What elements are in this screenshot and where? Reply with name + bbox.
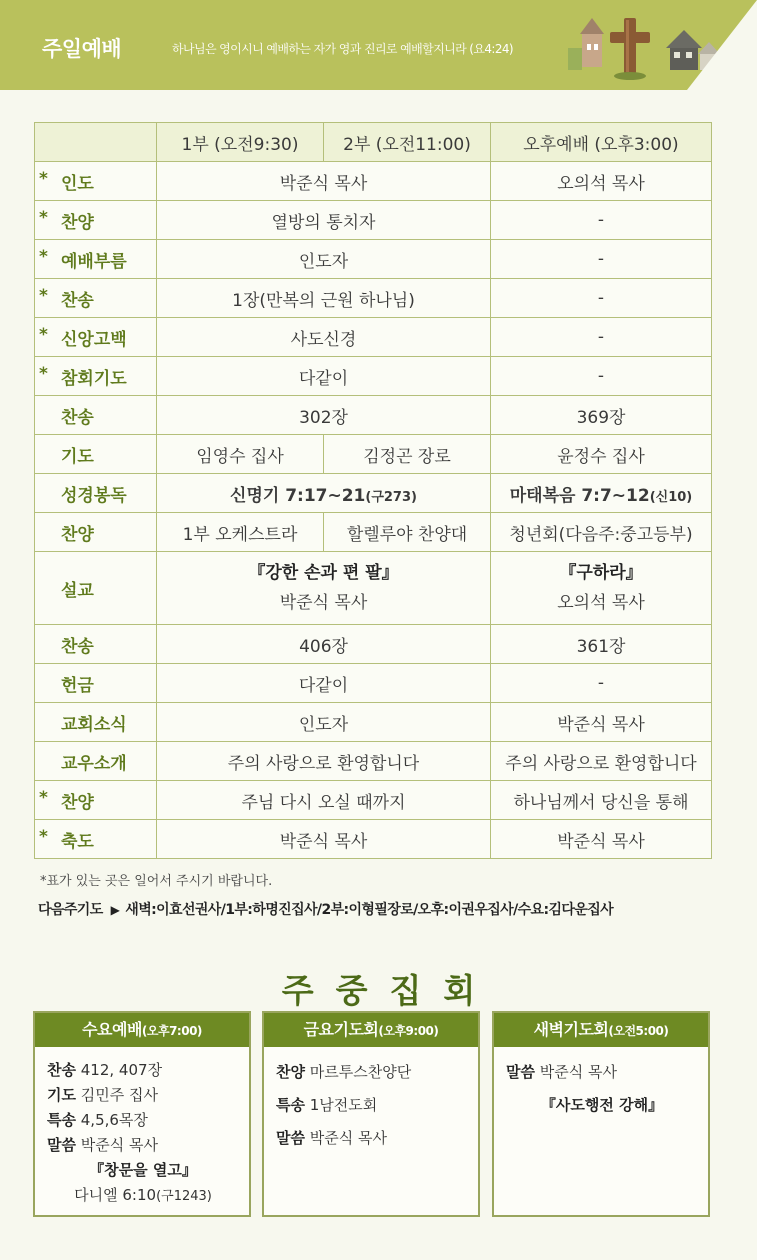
- row-label: * 찬양: [35, 201, 157, 240]
- header-corner: [35, 123, 157, 162]
- row-label: 찬양: [35, 513, 157, 552]
- wednesday-header: 수요예배(오후7:00): [35, 1013, 249, 1047]
- order-of-service-table: [34, 122, 712, 859]
- table-row: [35, 396, 712, 435]
- table-row: [35, 664, 712, 703]
- wednesday-hymn: 찬송 412, 407장: [47, 1061, 163, 1079]
- row-label: * 축도: [35, 820, 157, 859]
- table-row: [35, 625, 712, 664]
- row-label: 기도: [35, 435, 157, 474]
- morning-cell: 인도자: [157, 703, 491, 742]
- morning-cell: 1장(만복의 근원 하나님): [157, 279, 491, 318]
- dawn-sermon-title: 『사도행전 강해』: [540, 1096, 664, 1114]
- wednesday-special: 특송 4,5,6목장: [47, 1111, 148, 1129]
- afternoon-cell: 박준식 목사: [491, 820, 712, 859]
- morning-cell: 주님 다시 오실 때까지: [157, 781, 491, 820]
- table-row: [35, 474, 712, 513]
- dawn-prayer-box: [492, 1011, 710, 1217]
- first-service-cell: 1부 오케스트라: [157, 513, 324, 552]
- table-row: [35, 201, 712, 240]
- table-row: [35, 318, 712, 357]
- row-label: * 예배부름: [35, 240, 157, 279]
- morning-cell: 다같이: [157, 664, 491, 703]
- prayer-schedule: 새벽:이효선권사/1부:하명진집사/2부:이형필장로/오후:이권우집사/수요:김다운집사: [125, 902, 614, 918]
- afternoon-cell: -: [491, 279, 712, 318]
- dawn-header: 새벽기도회(오전5:00): [494, 1013, 708, 1047]
- table-row: [35, 820, 712, 859]
- next-week-prayer: [38, 899, 613, 919]
- afternoon-cell: 청년회(다음주:중고등부): [491, 513, 712, 552]
- bible-verse: 하나님은 영이시니 예배하는 자가 영과 진리로 예배할지니라 (요4:24): [172, 42, 514, 56]
- afternoon-cell: 윤정수 집사: [491, 435, 712, 474]
- table-row: [35, 513, 712, 552]
- table-row: [35, 703, 712, 742]
- morning-cell: 302장: [157, 396, 491, 435]
- morning-sermon-cell: [157, 552, 491, 625]
- table-row: [35, 552, 712, 625]
- dawn-body: [494, 1047, 708, 1115]
- friday-body: [264, 1047, 478, 1148]
- weekly-meetings-title: 주중집회: [281, 971, 498, 1010]
- morning-cell: 406장: [157, 625, 491, 664]
- afternoon-cell: 361장: [491, 625, 712, 664]
- table-row: [35, 240, 712, 279]
- prayer-label: 다음주기도: [38, 902, 103, 918]
- row-label: 찬송: [35, 396, 157, 435]
- table-row: [35, 279, 712, 318]
- table-row: [35, 781, 712, 820]
- header-banner: [0, 0, 757, 90]
- header-second-service: 2부 (오전11:00): [324, 123, 491, 162]
- row-label: 설교: [35, 552, 157, 625]
- afternoon-sermon-cell: [491, 552, 712, 625]
- afternoon-cell: 369장: [491, 396, 712, 435]
- banner-corner: [687, 0, 757, 90]
- friday-word: 말씀 박준식 목사: [276, 1129, 387, 1147]
- afternoon-cell: 하나님께서 당신을 통해: [491, 781, 712, 820]
- friday-praise: 찬양 마르투스찬양단: [276, 1063, 412, 1081]
- table-header-row: [35, 123, 712, 162]
- afternoon-sermon-title: 『구하라』: [559, 563, 643, 583]
- row-label: 헌금: [35, 664, 157, 703]
- table-row: [35, 357, 712, 396]
- header-afternoon-service: 오후예배 (오후3:00): [491, 123, 712, 162]
- arrow-right-icon: ▶: [110, 903, 120, 917]
- afternoon-cell: -: [491, 240, 712, 279]
- friday-header: 금요기도회(오후9:00): [264, 1013, 478, 1047]
- dawn-word: 말씀 박준식 목사: [506, 1063, 617, 1081]
- standing-note: *표가 있는 곳은 일어서 주시기 바랍니다.: [40, 874, 273, 889]
- header-first-service: 1부 (오전9:30): [157, 123, 324, 162]
- wednesday-scripture: 다니엘 6:10(구1243): [74, 1186, 212, 1204]
- second-service-cell: 김정곤 장로: [324, 435, 491, 474]
- morning-cell: 인도자: [157, 240, 491, 279]
- row-label: * 참회기도: [35, 357, 157, 396]
- morning-scripture-cell: 신명기 7:17~21(구273): [157, 474, 491, 513]
- row-label: * 찬양: [35, 781, 157, 820]
- afternoon-preacher: 오의석 목사: [557, 593, 645, 613]
- morning-preacher: 박준식 목사: [279, 593, 368, 613]
- afternoon-cell: -: [491, 201, 712, 240]
- afternoon-scripture-cell: 마태복음 7:7~12(신10): [491, 474, 712, 513]
- row-label: * 찬송: [35, 279, 157, 318]
- afternoon-cell: 주의 사랑으로 환영합니다: [491, 742, 712, 781]
- morning-cell: 박준식 목사: [157, 820, 491, 859]
- table-row: [35, 162, 712, 201]
- row-label: 찬송: [35, 625, 157, 664]
- row-label: * 인도: [35, 162, 157, 201]
- morning-cell: 다같이: [157, 357, 491, 396]
- row-label: 교회소식: [35, 703, 157, 742]
- wednesday-prayer: 기도 김민주 집사: [47, 1086, 158, 1104]
- morning-cell: 주의 사랑으로 환영합니다: [157, 742, 491, 781]
- table-row: [35, 435, 712, 474]
- afternoon-cell: -: [491, 357, 712, 396]
- friday-prayer-box: [262, 1011, 480, 1217]
- afternoon-cell: -: [491, 318, 712, 357]
- wednesday-body: [35, 1047, 249, 1205]
- morning-sermon-title: 『강한 손과 편 팔』: [248, 563, 399, 583]
- wednesday-sermon-title: 『창문을 열고』: [89, 1161, 197, 1179]
- afternoon-cell: 오의석 목사: [491, 162, 712, 201]
- wednesday-service-box: [33, 1011, 251, 1217]
- row-label: * 신앙고백: [35, 318, 157, 357]
- second-service-cell: 할렐루야 찬양대: [324, 513, 491, 552]
- afternoon-cell: 박준식 목사: [491, 703, 712, 742]
- morning-cell: 박준식 목사: [157, 162, 491, 201]
- wednesday-word: 말씀 박준식 목사: [47, 1136, 158, 1154]
- friday-special: 특송 1남전도회: [276, 1096, 378, 1114]
- page-title: 주일예배: [42, 37, 122, 61]
- morning-cell: 사도신경: [157, 318, 491, 357]
- afternoon-cell: -: [491, 664, 712, 703]
- row-label: 성경봉독: [35, 474, 157, 513]
- morning-cell: 열방의 통치자: [157, 201, 491, 240]
- row-label: 교우소개: [35, 742, 157, 781]
- table-row: [35, 742, 712, 781]
- first-service-cell: 임영수 집사: [157, 435, 324, 474]
